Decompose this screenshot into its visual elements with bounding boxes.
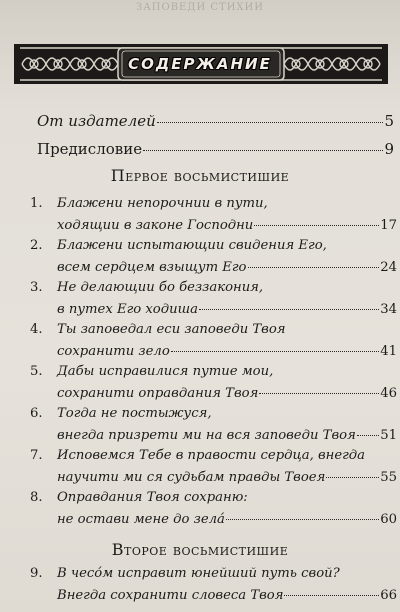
leader-dots [226, 518, 379, 520]
item-line2: сохранити зело [57, 344, 170, 359]
item-line1: Дабы исправилися путие мои, [57, 364, 274, 379]
item-page: 17 [380, 218, 397, 233]
section-heading-first: Первое восьмистишие [110, 166, 290, 185]
leader-dots [259, 392, 379, 394]
leader-dots [143, 149, 383, 151]
contents-title: СОДЕРЖАНИЕ [128, 55, 272, 73]
item-page: 34 [380, 302, 397, 317]
running-head: ЗАПОВЕДИ СТИХИИ [135, 2, 264, 13]
item-number: 5. [30, 364, 43, 379]
item-line2: внегда призрети ми на вся заповеди Твоя [57, 428, 356, 443]
item-line2: Внегда сохранити словеса Твоя [57, 588, 284, 603]
section-heading-second: Второе восьмистишие [111, 540, 289, 559]
item-line1: Тогда не постыжуся, [57, 406, 212, 421]
item-line1: В чесо́м исправит юнейший путь свой? [57, 566, 340, 581]
item-page: 60 [380, 512, 397, 527]
leader-dots [357, 434, 379, 436]
item-page: 46 [380, 386, 397, 401]
item-line1: Исповемся Тебе в правости сердца, внегда [57, 448, 366, 463]
item-line2: всем сердцем взыщут Его [57, 260, 247, 275]
item-number: 1. [30, 196, 43, 211]
item-number: 9. [30, 566, 43, 581]
item-page: 41 [380, 344, 397, 359]
leader-dots [326, 476, 379, 478]
item-line2: не остави мене до зела́ [57, 512, 225, 527]
leader-dots [157, 121, 384, 123]
item-number: 3. [30, 280, 43, 295]
leader-dots [254, 224, 379, 226]
item-number: 6. [30, 406, 43, 421]
leader-dots [248, 266, 380, 268]
item-page: 51 [380, 428, 397, 443]
item-page: 66 [380, 588, 397, 603]
item-page: 24 [380, 260, 397, 275]
item-line2: в путех Его ходиша [57, 302, 198, 317]
item-line1: Блажени непорочнии в пути, [57, 196, 268, 211]
item-line1: Ты заповедал еси заповеди Твоя [57, 322, 286, 337]
item-line1: Блажени испытающии свидения Его, [57, 238, 327, 253]
item-line2: сохранити оправдания Твоя [57, 386, 259, 401]
item-page: 55 [380, 470, 397, 485]
toc-entry-publishers [37, 112, 394, 130]
item-number: 4. [30, 322, 43, 337]
item-number: 2. [30, 238, 43, 253]
leader-dots [171, 350, 379, 352]
item-number: 7. [30, 448, 43, 463]
toc-entry-preface [37, 140, 394, 158]
item-line1: Не делающии бо беззакония, [57, 280, 264, 295]
toc-entry-page: 9 [384, 140, 394, 158]
item-line2: ходящии в законе Господни [57, 218, 254, 233]
toc-entry-page: 5 [384, 112, 394, 130]
item-line2: научити ми ся судьбам правды Твоея [57, 470, 326, 485]
leader-dots [284, 594, 379, 596]
leader-dots [199, 308, 379, 310]
toc-entry-label: Предисловие [37, 140, 143, 158]
item-line1: Оправдания Твоя сохраню: [57, 490, 248, 505]
item-number: 8. [30, 490, 43, 505]
toc-entry-label: От издателей [37, 112, 156, 130]
